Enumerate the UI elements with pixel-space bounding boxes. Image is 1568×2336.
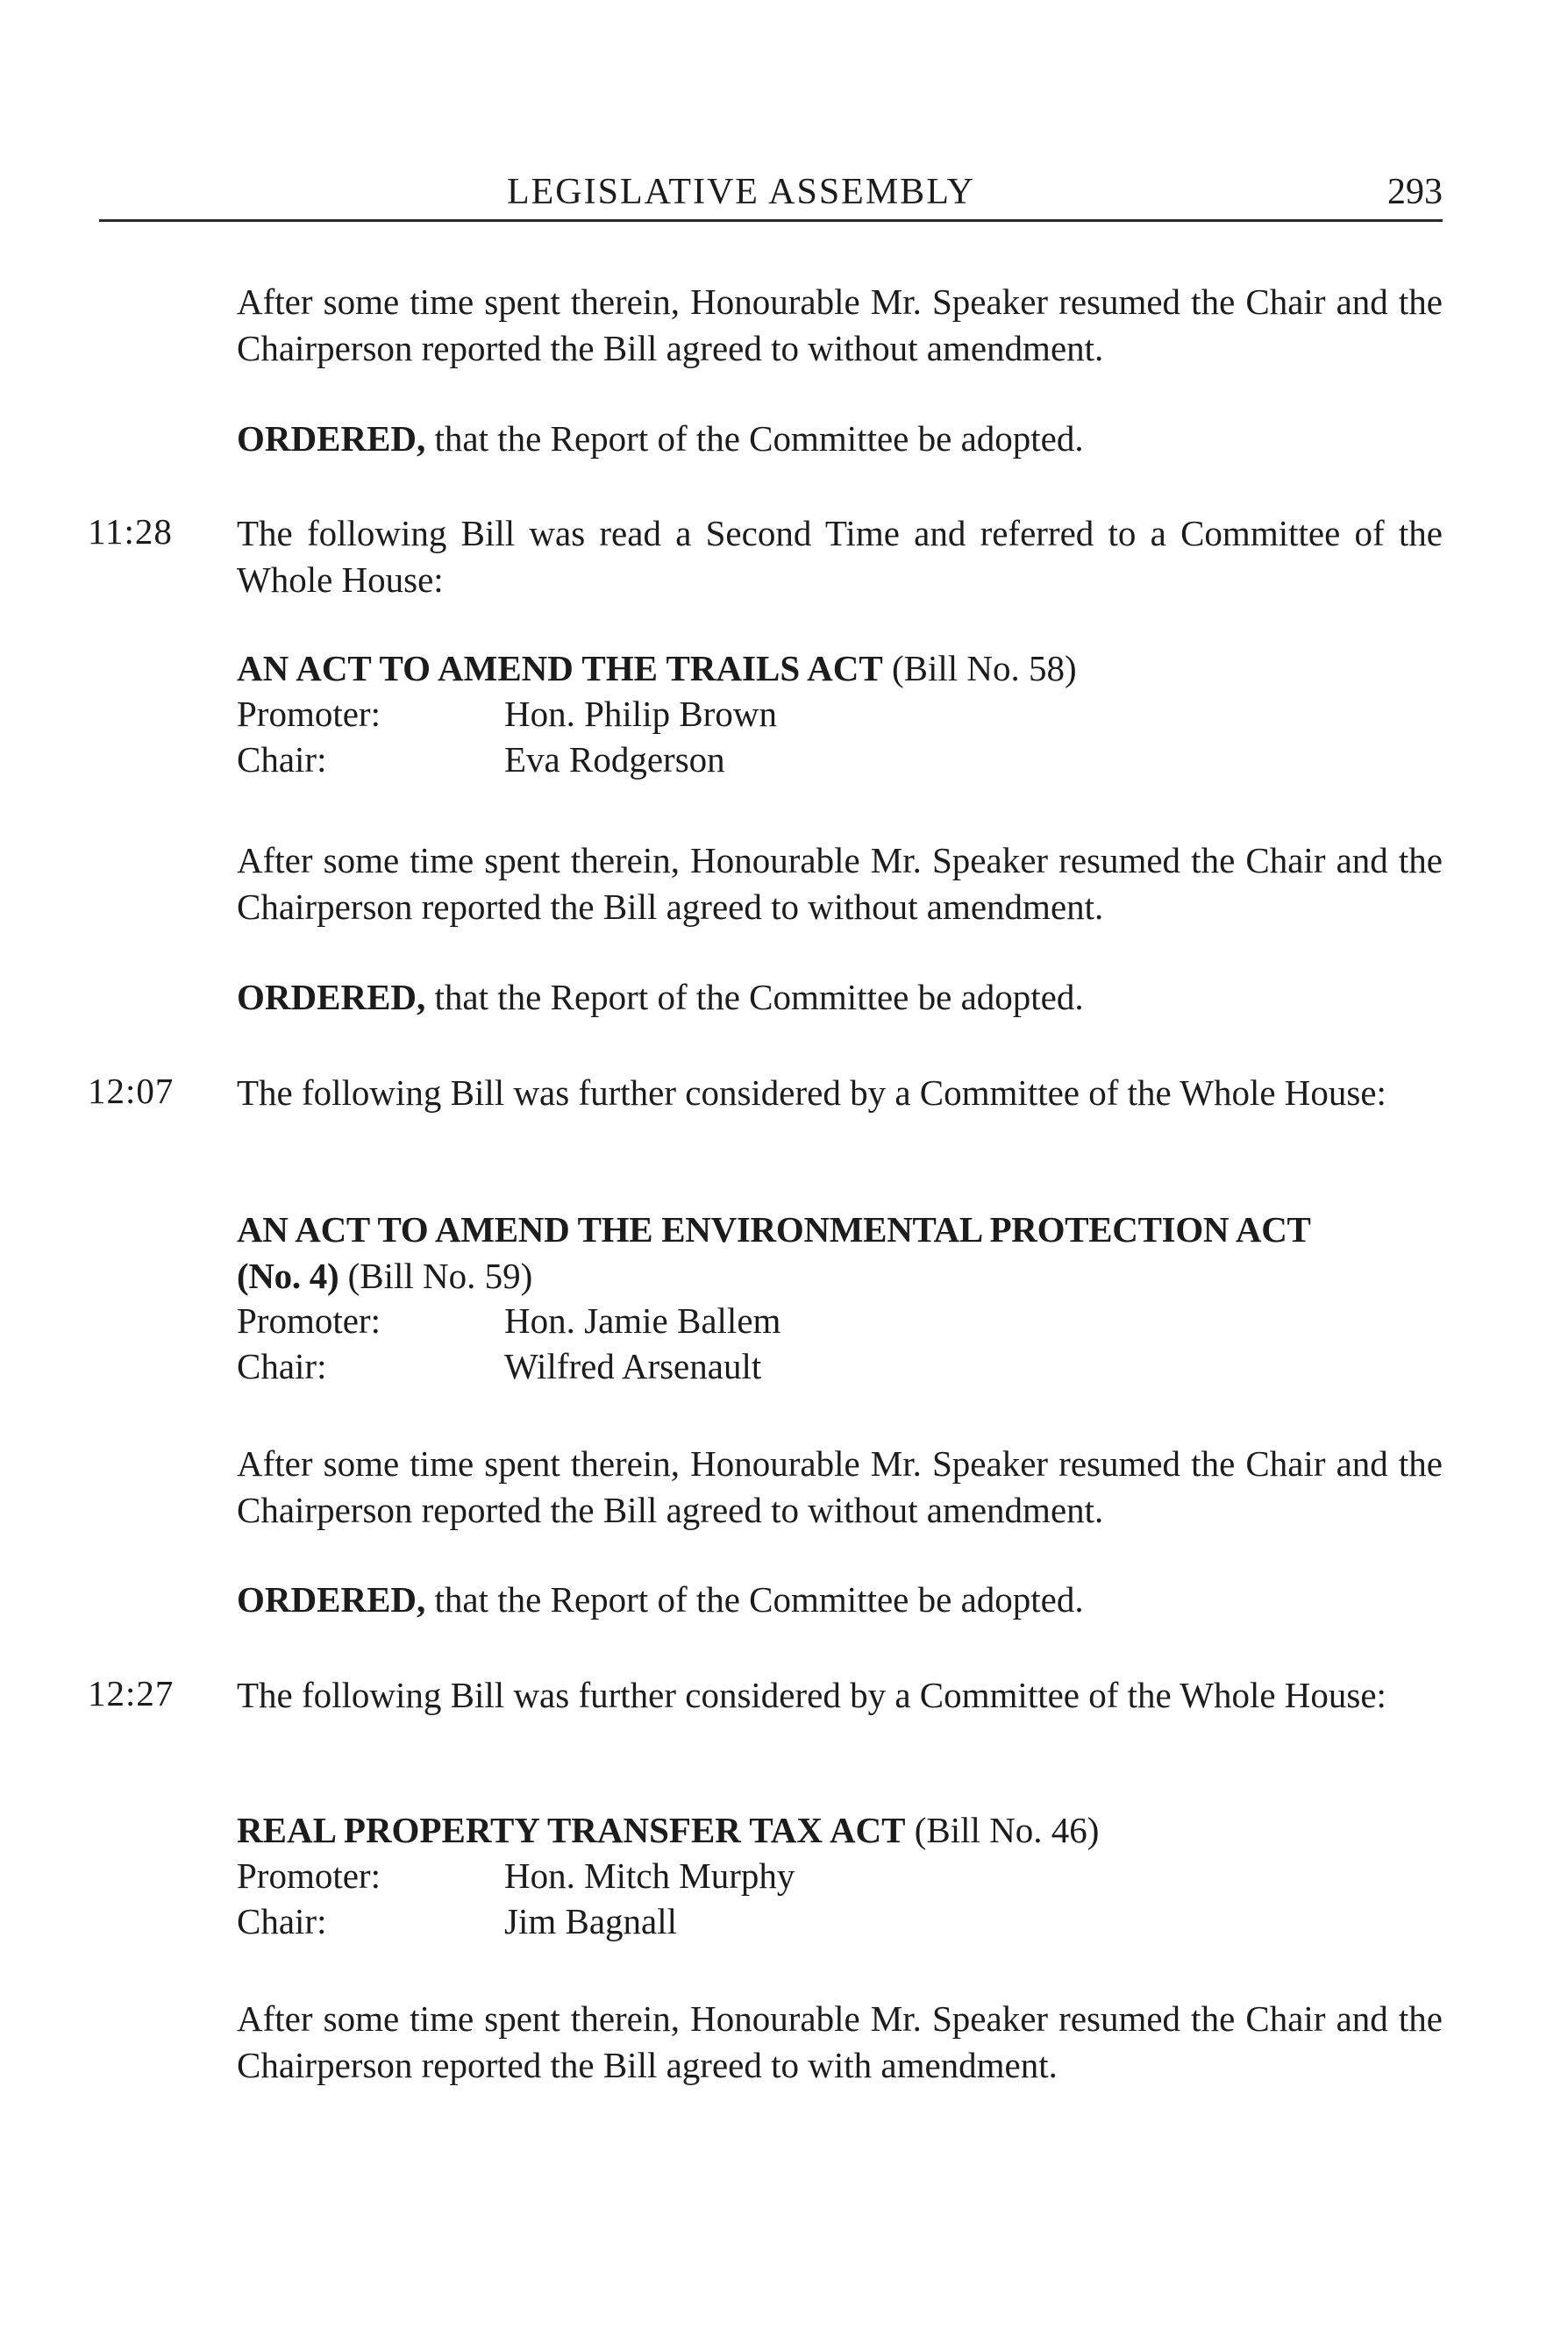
- intro-paragraph-1: The following Bill was read a Second Time and referred to a Committee of the Whole House:: [237, 513, 1443, 600]
- bill-title-1: [237, 647, 1077, 689]
- intro-paragraph-3: The following Bill was further considered by a Committee of the Whole House:: [237, 1675, 1386, 1715]
- chair-line-3: [237, 1900, 677, 1942]
- promoter-label: Promoter:: [237, 1300, 381, 1341]
- page-number: 293: [1387, 172, 1443, 212]
- after-paragraph-1: After some time spent therein, Honourable Mr. Speaker resumed the Chair and the Chairperson reported the Bill agreed to without amendment.: [237, 840, 1443, 927]
- bill-title-3: [237, 1809, 1099, 1851]
- chair-name: Eva Rodgerson: [504, 739, 725, 780]
- intro-paragraph-2: The following Bill was further considered by a Committee of the Whole House:: [237, 1072, 1386, 1113]
- chair-label: Chair:: [237, 1901, 327, 1941]
- header-title: LEGISLATIVE ASSEMBLY: [507, 172, 975, 212]
- bill-name: AN ACT TO AMEND THE TRAILS ACT: [237, 648, 883, 688]
- ordered-text: that the Report of the Committee be adopted.: [425, 418, 1084, 459]
- bill-title-2: [237, 1207, 1443, 1300]
- promoter-line-2: [237, 1300, 780, 1342]
- chair-line-1: [237, 738, 725, 780]
- bill-name: REAL PROPERTY TRANSFER TAX ACT: [237, 1810, 906, 1850]
- chair-label: Chair:: [237, 739, 327, 780]
- chair-line-2: [237, 1345, 761, 1387]
- bill-number: (Bill No. 58): [882, 648, 1077, 688]
- promoter-name: Hon. Mitch Murphy: [504, 1855, 795, 1896]
- chair-name: Wilfred Arsenault: [504, 1346, 762, 1386]
- time-stamp-3: 12:27: [88, 1673, 175, 1713]
- after-paragraph-0: After some time spent therein, Honourable Mr. Speaker resumed the Chair and the Chairperson reported the Bill agreed to without amendment.: [237, 281, 1443, 368]
- page-header: [99, 171, 1443, 224]
- ordered-label: ORDERED,: [237, 418, 426, 459]
- time-stamp-1: 11:28: [88, 511, 173, 552]
- ordered-label: ORDERED,: [237, 977, 426, 1017]
- ordered-text: that the Report of the Committee be adopted.: [425, 1579, 1084, 1620]
- promoter-line-1: [237, 693, 777, 735]
- bill-name-line-1: AN ACT TO AMEND THE ENVIRONMENTAL PROTECTION ACT: [237, 1209, 1311, 1250]
- header-rule: [99, 219, 1443, 222]
- chair-label: Chair:: [237, 1346, 327, 1386]
- bill-name-line-2: (No. 4): [237, 1256, 339, 1296]
- promoter-name: Hon. Jamie Ballem: [504, 1300, 781, 1341]
- time-stamp-2: 12:07: [88, 1071, 175, 1111]
- after-paragraph-2: After some time spent therein, Honourable Mr. Speaker resumed the Chair and the Chairperson reported the Bill agreed to without amendment.: [237, 1443, 1443, 1530]
- ordered-text: that the Report of the Committee be adopted.: [425, 977, 1084, 1017]
- ordered-line-1: [237, 976, 1084, 1018]
- promoter-label: Promoter:: [237, 1855, 381, 1896]
- bill-number: (Bill No. 59): [339, 1256, 533, 1296]
- ordered-line-0: [237, 417, 1084, 459]
- promoter-label: Promoter:: [237, 694, 381, 734]
- ordered-line-2: [237, 1578, 1084, 1620]
- promoter-line-3: [237, 1855, 795, 1897]
- after-paragraph-3: After some time spent therein, Honourable Mr. Speaker resumed the Chair and the Chairperson reported the Bill agreed to with amendment.: [237, 1998, 1443, 2085]
- bill-number: (Bill No. 46): [905, 1810, 1100, 1850]
- chair-name: Jim Bagnall: [504, 1901, 678, 1941]
- ordered-label: ORDERED,: [237, 1579, 426, 1620]
- promoter-name: Hon. Philip Brown: [504, 694, 777, 734]
